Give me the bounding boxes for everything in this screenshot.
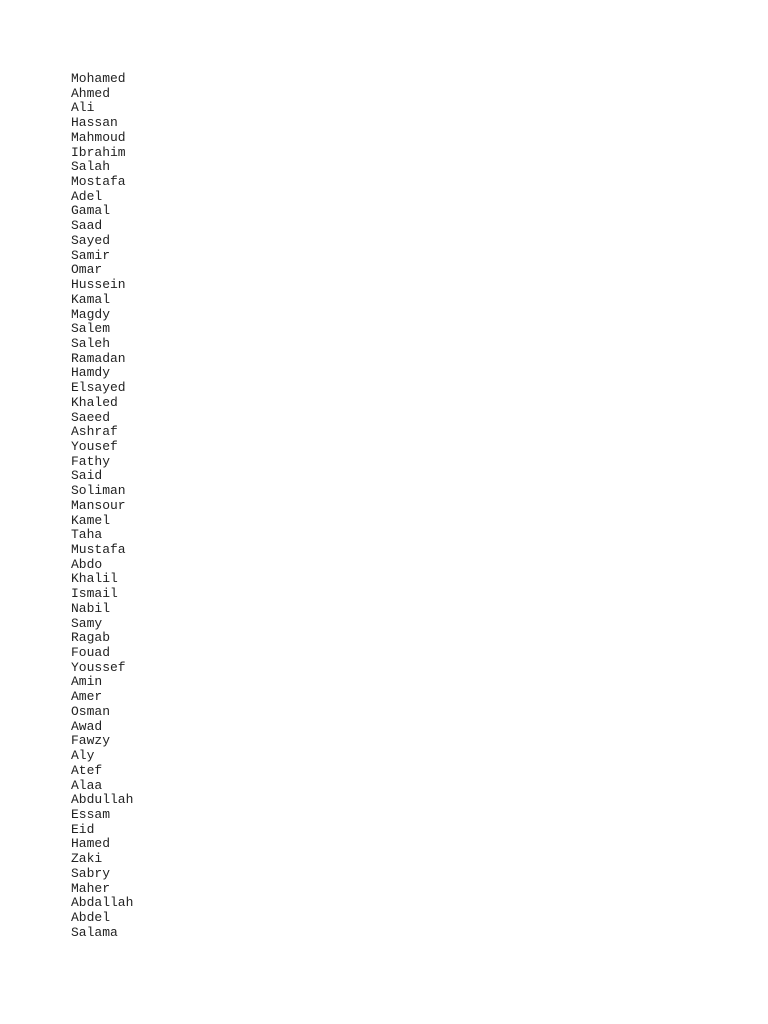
name-item: Saleh — [71, 335, 111, 351]
name-item: Omar — [71, 262, 103, 278]
name-item: Adel — [71, 188, 103, 204]
name-item: Hamdy — [71, 365, 111, 381]
name-item: Awad — [71, 718, 103, 734]
name-item: Ahmed — [71, 85, 111, 101]
name-item: Soliman — [71, 483, 126, 499]
name-item: Atef — [71, 762, 103, 778]
name-item: Saad — [71, 218, 103, 234]
name-item: Amin — [71, 674, 103, 690]
name-item: Mostafa — [71, 174, 126, 190]
name-item: Ramadan — [71, 350, 126, 366]
name-item: Ismail — [71, 586, 118, 602]
name-item: Fouad — [71, 645, 111, 661]
name-item: Mohamed — [71, 71, 126, 86]
name-item: Alaa — [71, 777, 103, 793]
name-item: Zaki — [71, 851, 103, 867]
name-item: Salem — [71, 321, 111, 337]
name-item: Maher — [71, 880, 111, 896]
name-list — [71, 72, 133, 940]
name-item: Hussein — [71, 277, 126, 293]
name-item: Mansour — [71, 497, 126, 513]
name-item: Kamal — [71, 291, 111, 307]
name-item: Eid — [71, 821, 95, 837]
name-item: Essam — [71, 806, 111, 822]
name-item: Sabry — [71, 865, 111, 881]
name-item: Elsayed — [71, 380, 126, 396]
name-item: Abdo — [71, 556, 103, 572]
name-item: Abdallah — [71, 895, 134, 911]
name-item: Mustafa — [71, 542, 126, 557]
name-item: Yousef — [71, 438, 118, 454]
name-item: Khaled — [71, 394, 118, 410]
name-item: Sayed — [71, 232, 111, 248]
name-item: Ibrahim — [71, 144, 126, 160]
name-item: Fawzy — [71, 733, 111, 749]
name-item: Salama — [71, 924, 118, 940]
name-item: Saeed — [71, 409, 111, 425]
name-item: Taha — [71, 527, 103, 543]
name-item: Kamel — [71, 512, 111, 528]
name-item: Abdel — [71, 909, 111, 925]
name-item: Hamed — [71, 836, 111, 852]
name-item: Abdullah — [71, 792, 134, 808]
name-item: Said — [71, 468, 103, 484]
name-item: Hassan — [71, 115, 118, 131]
name-item: Osman — [71, 703, 111, 719]
name-item: Ashraf — [71, 424, 118, 440]
name-item: Nabil — [71, 600, 111, 616]
name-item: Khalil — [71, 571, 118, 587]
name-item: Youssef — [71, 659, 126, 675]
name-item: Aly — [71, 748, 95, 764]
name-item: Salah — [71, 159, 111, 175]
name-item: Ali — [71, 100, 95, 116]
name-item: Ragab — [71, 630, 111, 646]
name-item: Samy — [71, 615, 103, 631]
name-item: Magdy — [71, 306, 111, 322]
name-item: Mahmoud — [71, 129, 126, 145]
name-item: Amer — [71, 689, 103, 705]
name-item: Gamal — [71, 203, 111, 219]
name-item: Samir — [71, 247, 111, 263]
name-item: Fathy — [71, 453, 111, 469]
